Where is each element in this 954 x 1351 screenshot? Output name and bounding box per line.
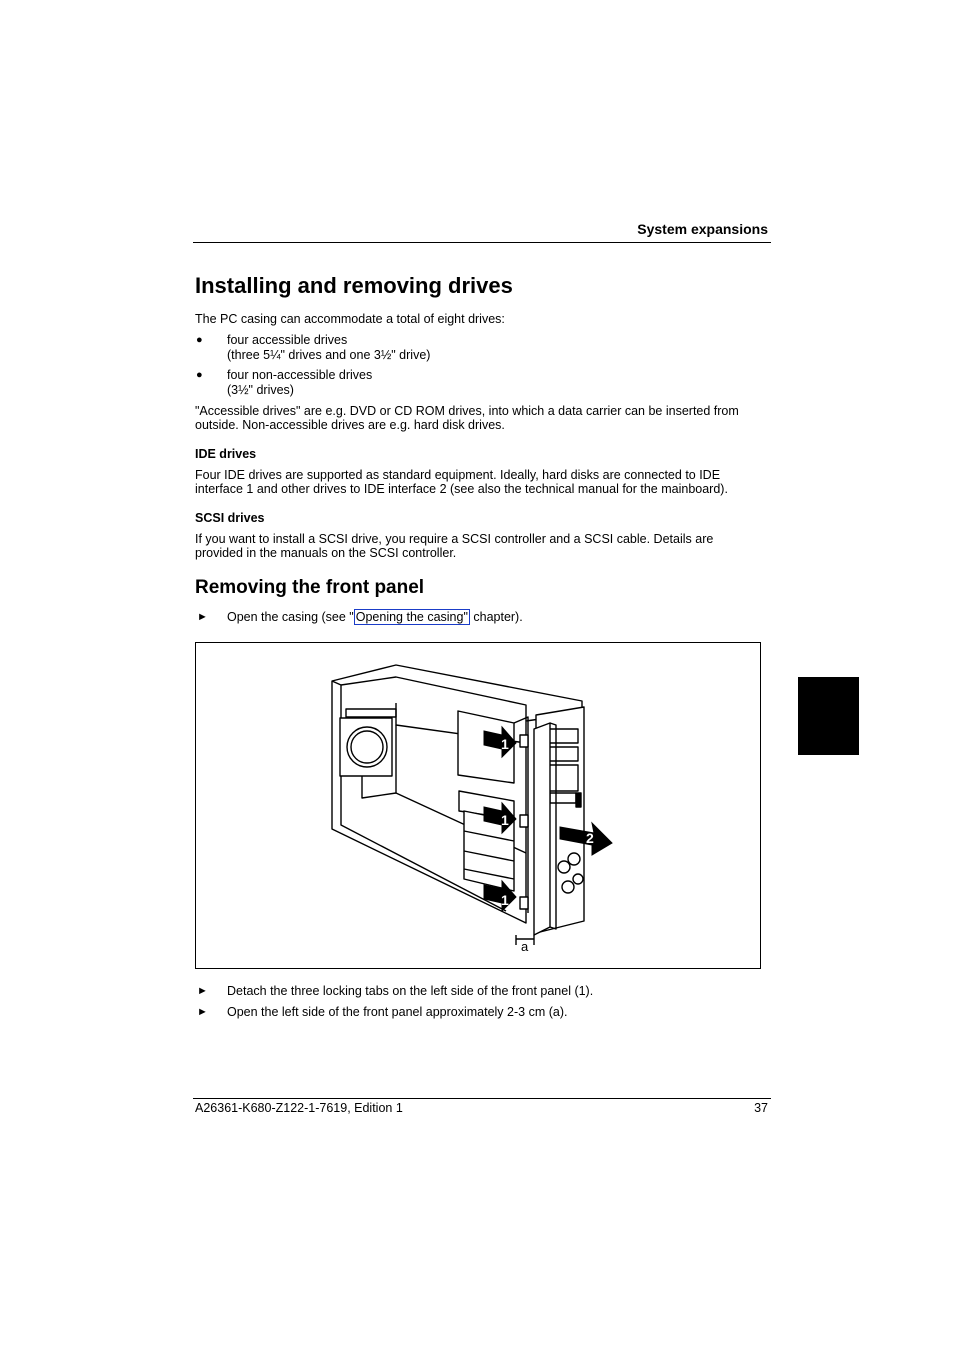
header-rule	[193, 242, 771, 243]
opening-casing-link[interactable]: Opening the casing"	[355, 610, 468, 624]
step-arrow-icon: ►	[197, 1006, 208, 1018]
accessible-text-line2: outside. Non-accessible drives are e.g. hard disk drives.	[195, 418, 505, 432]
step-open-casing	[227, 610, 523, 624]
ide-heading: IDE drives	[195, 447, 257, 461]
page-title: Installing and removing drives	[195, 273, 513, 298]
tab-label: 1	[501, 812, 509, 828]
step-arrow-icon: ►	[197, 611, 208, 623]
step-open-panel: Open the left side of the front panel approximately 2-3 cm (a).	[227, 1005, 568, 1019]
page-number: 37	[754, 1101, 768, 1115]
bullet-item-1-line1: four accessible drives	[227, 333, 348, 347]
ide-text-line1: Four IDE drives are supported as standard equipment. Ideally, hard disks are connected to IDE	[195, 468, 721, 482]
intro-text: The PC casing can accommodate a total of eight drives:	[195, 312, 505, 326]
accessible-text-line1: "Accessible drives" are e.g. DVD or CD ROM drives, into which a data carrier can be inserted from	[195, 404, 739, 418]
scsi-text-line2: provided in the manuals on the SCSI controller.	[195, 546, 457, 560]
bullet-symbol: ●	[196, 334, 203, 346]
gap-label: a	[521, 939, 529, 954]
document-id: A26361-K680-Z122-1-7619, Edition 1	[195, 1101, 403, 1115]
section-title: Removing the front panel	[195, 577, 425, 598]
step-arrow-icon: ►	[197, 985, 208, 997]
bullet-symbol: ●	[196, 369, 203, 381]
footer-rule	[193, 1098, 771, 1099]
tab-label: 1	[501, 892, 509, 908]
running-header: System expansions	[637, 221, 768, 237]
front-panel-illustration	[196, 643, 762, 970]
ide-text-line2: interface 1 and other drives to IDE interface 2 (see also the technical manual for the mainboard).	[195, 482, 728, 496]
scsi-heading: SCSI drives	[195, 511, 265, 525]
open-label: 2	[586, 830, 594, 846]
bullet-item-1-line2: (three 5¼" drives and one 3½" drive)	[227, 348, 431, 362]
chapter-thumb-tab	[798, 677, 859, 755]
bullet-item-2-line2: (3½" drives)	[227, 383, 294, 397]
figure-frame	[195, 642, 761, 969]
pc-casing-drawing	[332, 665, 584, 945]
step-text-before: Open the casing (see "	[227, 610, 354, 624]
tab-label: 1	[501, 736, 509, 752]
step-text-after: chapter).	[469, 610, 523, 624]
step-detach-tabs: Detach the three locking tabs on the left side of the front panel (1).	[227, 984, 594, 998]
scsi-text-line1: If you want to install a SCSI drive, you require a SCSI controller and a SCSI cable. Details are	[195, 532, 714, 546]
bullet-item-2-line1: four non-accessible drives	[227, 368, 373, 382]
